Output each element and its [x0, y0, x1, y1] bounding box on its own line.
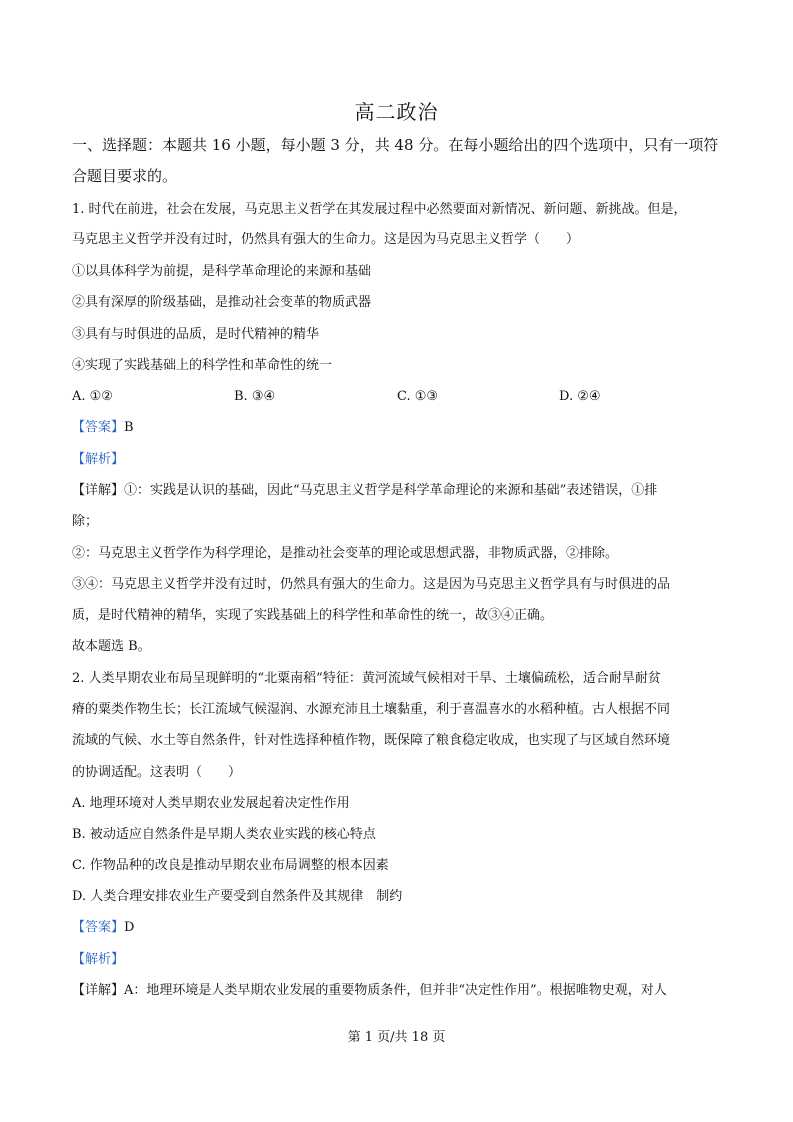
q1-option-a: A. ①②	[72, 389, 113, 404]
section-header: 一、选择题：本题共 16 小题，每小题 3 分，共 48 分。在每小题给出的四个选项中，只有一项符合题目要求的。	[72, 136, 719, 185]
q1-answer-tag: 【答案】	[72, 420, 125, 435]
q1-item-4: ④实现了实践基础上的科学性和革命性的统一	[72, 358, 333, 373]
q1-detail-line-1b: 除；	[72, 514, 99, 529]
q2-stem-line-4: 的协调适配。这表明（ ）	[72, 765, 242, 780]
q1-option-b: B. ③④	[234, 389, 276, 404]
q1-detail-line-2: ②：马克思主义哲学作为科学理论，是推动社会变革的理论或思想武器，非物质武器，②排除。	[72, 546, 619, 561]
q2-stem-line-3: 流域的气候、水土等自然条件，针对性选择种植作物，既保障了粮食稳定收成，也实现了与区域自然环境	[72, 733, 671, 748]
q1-item-2: ②具有深厚的阶级基础，是推动社会变革的物质武器	[72, 295, 372, 310]
q1-detail-line-3: ③④：马克思主义哲学并没有过时，仍然具有强大的生命力。这是因为马克思主义哲学具有与时俱进的品	[72, 577, 671, 592]
q1-item-3: ③具有与时俱进的品质，是时代精神的精华	[72, 327, 320, 342]
q1-option-d: D. ②④	[559, 389, 601, 404]
q1-analysis-line	[72, 450, 732, 470]
q2-option-c: C. 作物品种的改良是推动早期农业布局调整的根本因素	[72, 858, 389, 873]
q2-analysis-tag: 【解析】	[72, 952, 125, 967]
page-title: 高二政治	[354, 100, 439, 124]
q1-stem-line-2: 马克思主义哲学并没有过时，仍然具有强大的生命力。这是因为马克思主义哲学（ ）	[72, 232, 580, 247]
q2-detail-tag: 【详解】	[72, 983, 125, 998]
q1-conclusion: 故本题选 B。	[72, 639, 151, 654]
q1-answer-line	[72, 418, 732, 438]
page-footer: 第 1 页/共 18 页	[347, 1030, 446, 1045]
q2-answer-value: D	[124, 920, 135, 935]
q1-answer-value: B	[124, 420, 134, 435]
q1-detail-tag: 【详解】	[72, 483, 125, 498]
q2-stem-line-2: 瘠的粟类作物生长；长江流域气候湿润、水源充沛且土壤黏重，利于喜温喜水的水稻种植。古人根据不同	[72, 702, 671, 717]
q1-analysis-tag: 【解析】	[72, 452, 125, 467]
q2-answer-tag: 【答案】	[72, 920, 125, 935]
q1-detail-line-3b: 质，是时代精神的精华，实现了实践基础上的科学性和革命性的统一，故③④正确。	[72, 608, 554, 623]
q2-detail-text-1: A：地理环境是人类早期农业发展的重要物质条件，但并非“决定性作用”。根据唯物史观，对人	[124, 983, 667, 998]
q1-detail-text-1: ①：实践是认识的基础，因此“马克思主义哲学是科学革命理论的来源和基础”表述错误，①排	[124, 483, 658, 498]
q2-option-a: A. 地理环境对人类早期农业发展起着决定性作用	[72, 796, 350, 811]
q2-option-d: D. 人类合理安排农业生产要受到自然条件及其规律 制约	[72, 889, 403, 904]
q2-option-b: B. 被动适应自然条件是早期人类农业实践的核心特点	[72, 827, 376, 842]
q1-stem-line-1: 1. 时代在前进，社会在发展，马克思主义哲学在其发展过程中必然要面对新情况、新问题、新挑战。但是，	[72, 202, 687, 217]
q2-answer-line	[72, 918, 732, 938]
q1-item-1: ①以具体科学为前提，是科学革命理论的来源和基础	[72, 264, 372, 279]
q2-detail-line-1	[72, 981, 732, 1001]
q2-stem-line-1: 2. 人类早期农业布局呈现鲜明的“北粟南稻”特征：黄河流域气候相对干旱、土壤偏疏松，适合耐旱耐贫	[72, 671, 661, 686]
q1-detail-line-1	[72, 481, 732, 501]
q2-analysis-line	[72, 950, 732, 970]
q1-option-c: C. ①③	[397, 389, 439, 404]
